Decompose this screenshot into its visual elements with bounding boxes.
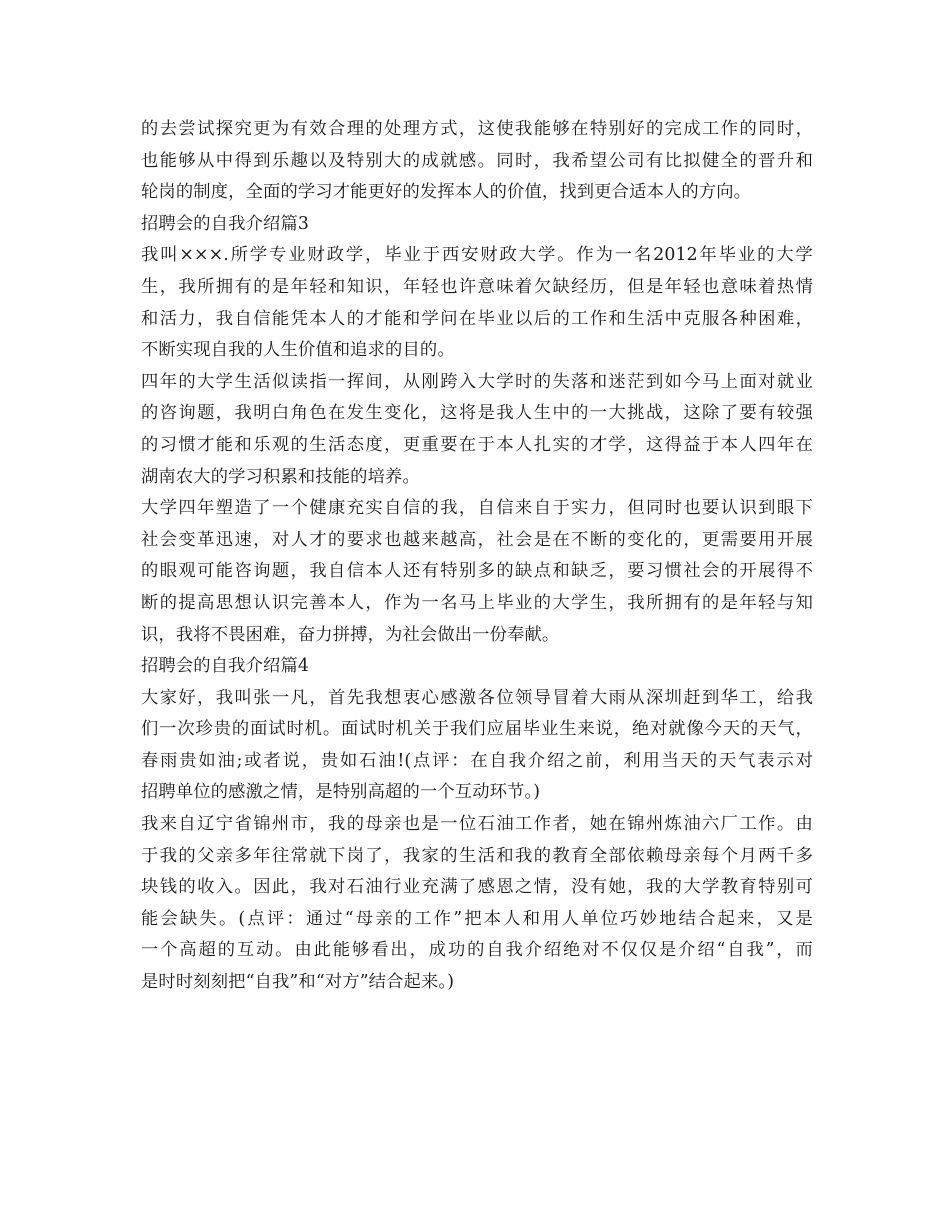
- text-line: 和活力，我自信能凭本人的才能和学问在毕业以后的工作和生活中克服各种困难，: [141, 308, 813, 329]
- text-line: 们一次珍贵的面试时机。面试时机关于我们应届毕业生来说，绝对就像今天的天气，: [141, 719, 813, 740]
- text-line: 能会缺失。(点评：通过“母亲的工作”把本人和用人单位巧妙地结合起来，又是: [141, 908, 813, 929]
- text-line: 是时时刻刻把“自我”和“对方”结合起来。): [141, 972, 455, 993]
- text-line: 识，我将不畏困难，奋力拼搏，为社会做出一份奉献。: [141, 624, 560, 645]
- text-line: 我叫×××.所学专业财政学，毕业于西安财政大学。作为一名2012年毕业的大学: [141, 245, 813, 266]
- text-line: 不断实现自我的人生价值和追求的目的。: [141, 340, 455, 361]
- text-line: 春雨贵如油;或者说，贵如石油!(点评：在自我介绍之前，利用当天的天气表示对: [141, 750, 813, 771]
- text-line: 大学四年塑造了一个健康充实自信的我，自信来自于实力，但同时也要认识到眼下: [141, 498, 813, 519]
- section-heading: 招聘会的自我介绍篇3: [141, 213, 310, 234]
- text-line: 的咨询题，我明白角色在发生变化，这将是我人生中的一大挑战，这除了要有较强: [141, 403, 813, 424]
- text-line: 轮岗的制度，全面的学习才能更好的发挥本人的价值，找到更合适本人的方向。: [141, 182, 752, 203]
- text-line: 湖南农大的学习积累和技能的培养。: [141, 466, 420, 487]
- text-line: 断的提高思想认识完善本人，作为一名马上毕业的大学生，我所拥有的是年轻与知: [141, 592, 813, 613]
- text-line: 的去尝试探究更为有效合理的处理方式，这使我能够在特别好的完成工作的同时，: [141, 119, 813, 139]
- text-line: 生，我所拥有的是年轻和知识，年轻也许意味着欠缺经历，但是年轻也意味着热情: [141, 276, 813, 297]
- text-line: 我来自辽宁省锦州市，我的母亲也是一位石油工作者，她在锦州炼油六厂工作。由: [141, 814, 813, 835]
- text-line: 招聘单位的感激之情，是特别高超的一个互动环节。): [141, 782, 541, 803]
- text-line: 四年的大学生活似读指一挥间，从刚跨入大学时的失落和迷茫到如今马上面对就业: [141, 371, 813, 392]
- text-line: 的眼观可能咨询题，我自信本人还有特别多的缺点和缺乏，要习惯社会的开展得不: [141, 561, 813, 582]
- text-line: 块钱的收入。因此，我对石油行业充满了感恩之情，没有她，我的大学教育特别可: [141, 877, 813, 898]
- section-heading: 招聘会的自我介绍篇4: [141, 656, 310, 677]
- document-body: [141, 114, 813, 999]
- text-line: 一个高超的互动。由此能够看出，成功的自我介绍绝对不仅仅是介绍“自我”，而: [141, 940, 813, 961]
- text-line: 于我的父亲多年往常就下岗了，我家的生活和我的教育全部依赖母亲每个月两千多: [141, 845, 813, 866]
- text-line: 大家好，我叫张一凡，首先我想衷心感激各位领导冒着大雨从深圳赶到华工，给我: [141, 687, 813, 708]
- text-line: 也能够从中得到乐趣以及特别大的成就感。同时，我希望公司有比拟健全的晋升和: [141, 150, 813, 171]
- text-line: 的习惯才能和乐观的生活态度，更重要在于本人扎实的才学，这得益于本人四年在: [141, 434, 813, 455]
- text-line: 社会变革迅速，对人才的要求也越来越高，社会是在不断的变化的，更需要用开展: [141, 529, 813, 550]
